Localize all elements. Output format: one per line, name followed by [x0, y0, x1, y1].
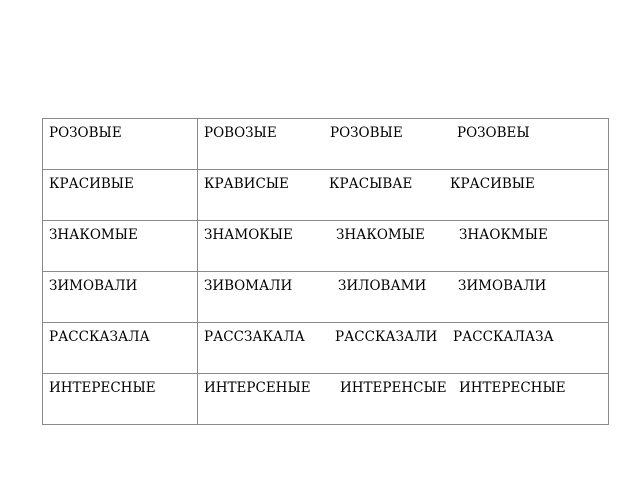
- options-cell: [198, 119, 609, 170]
- option-2: РАССКАЗАЛИ: [335, 329, 438, 345]
- option-3: РАССКАЛАЗА: [453, 329, 554, 345]
- word-text: КРАСИВЫЕ: [49, 176, 134, 192]
- word-cell: [43, 221, 198, 272]
- word-table: [42, 118, 609, 425]
- option-1: ЗНАМОКЫЕ: [204, 227, 293, 243]
- option-2: КРАСЫВАЕ: [329, 176, 413, 192]
- word-text: РОЗОВЫЕ: [49, 125, 122, 141]
- options-cell: [198, 323, 609, 374]
- option-1: КРАВИСЫЕ: [204, 176, 289, 192]
- word-text: ЗИМОВАЛИ: [49, 278, 138, 294]
- word-text: ИНТЕРЕСНЫЕ: [49, 380, 156, 396]
- option-3: ИНТЕРЕСНЫЕ: [459, 380, 566, 396]
- word-cell: [43, 272, 198, 323]
- option-3: РОЗОВЕЫ: [457, 125, 530, 141]
- option-2: ЗИЛОВАМИ: [338, 278, 427, 294]
- option-2: ИНТЕРЕНСЫЕ: [340, 380, 447, 396]
- options-cell: [198, 221, 609, 272]
- table-row: [43, 374, 609, 425]
- table-row: [43, 221, 609, 272]
- word-text: ЗНАКОМЫЕ: [49, 227, 138, 243]
- option-1: ИНТЕРСЕНЫЕ: [204, 380, 311, 396]
- option-2: РОЗОВЫЕ: [330, 125, 403, 141]
- options-cell: [198, 374, 609, 425]
- option-2: ЗНАКОМЫЕ: [336, 227, 425, 243]
- option-3: ЗИМОВАЛИ: [458, 278, 547, 294]
- word-cell: [43, 170, 198, 221]
- word-cell: [43, 119, 198, 170]
- option-1: РОВОЗЫЕ: [204, 125, 277, 141]
- table-row: [43, 323, 609, 374]
- option-3: КРАСИВЫЕ: [450, 176, 535, 192]
- table-row: [43, 119, 609, 170]
- option-3: ЗНАОКМЫЕ: [459, 227, 548, 243]
- options-cell: [198, 272, 609, 323]
- table-row: [43, 170, 609, 221]
- option-1: ЗИВОМАЛИ: [204, 278, 293, 294]
- word-cell: [43, 323, 198, 374]
- word-text: РАССКАЗАЛА: [49, 329, 150, 345]
- option-1: РАССЗАКАЛА: [204, 329, 305, 345]
- word-cell: [43, 374, 198, 425]
- options-cell: [198, 170, 609, 221]
- table-row: [43, 272, 609, 323]
